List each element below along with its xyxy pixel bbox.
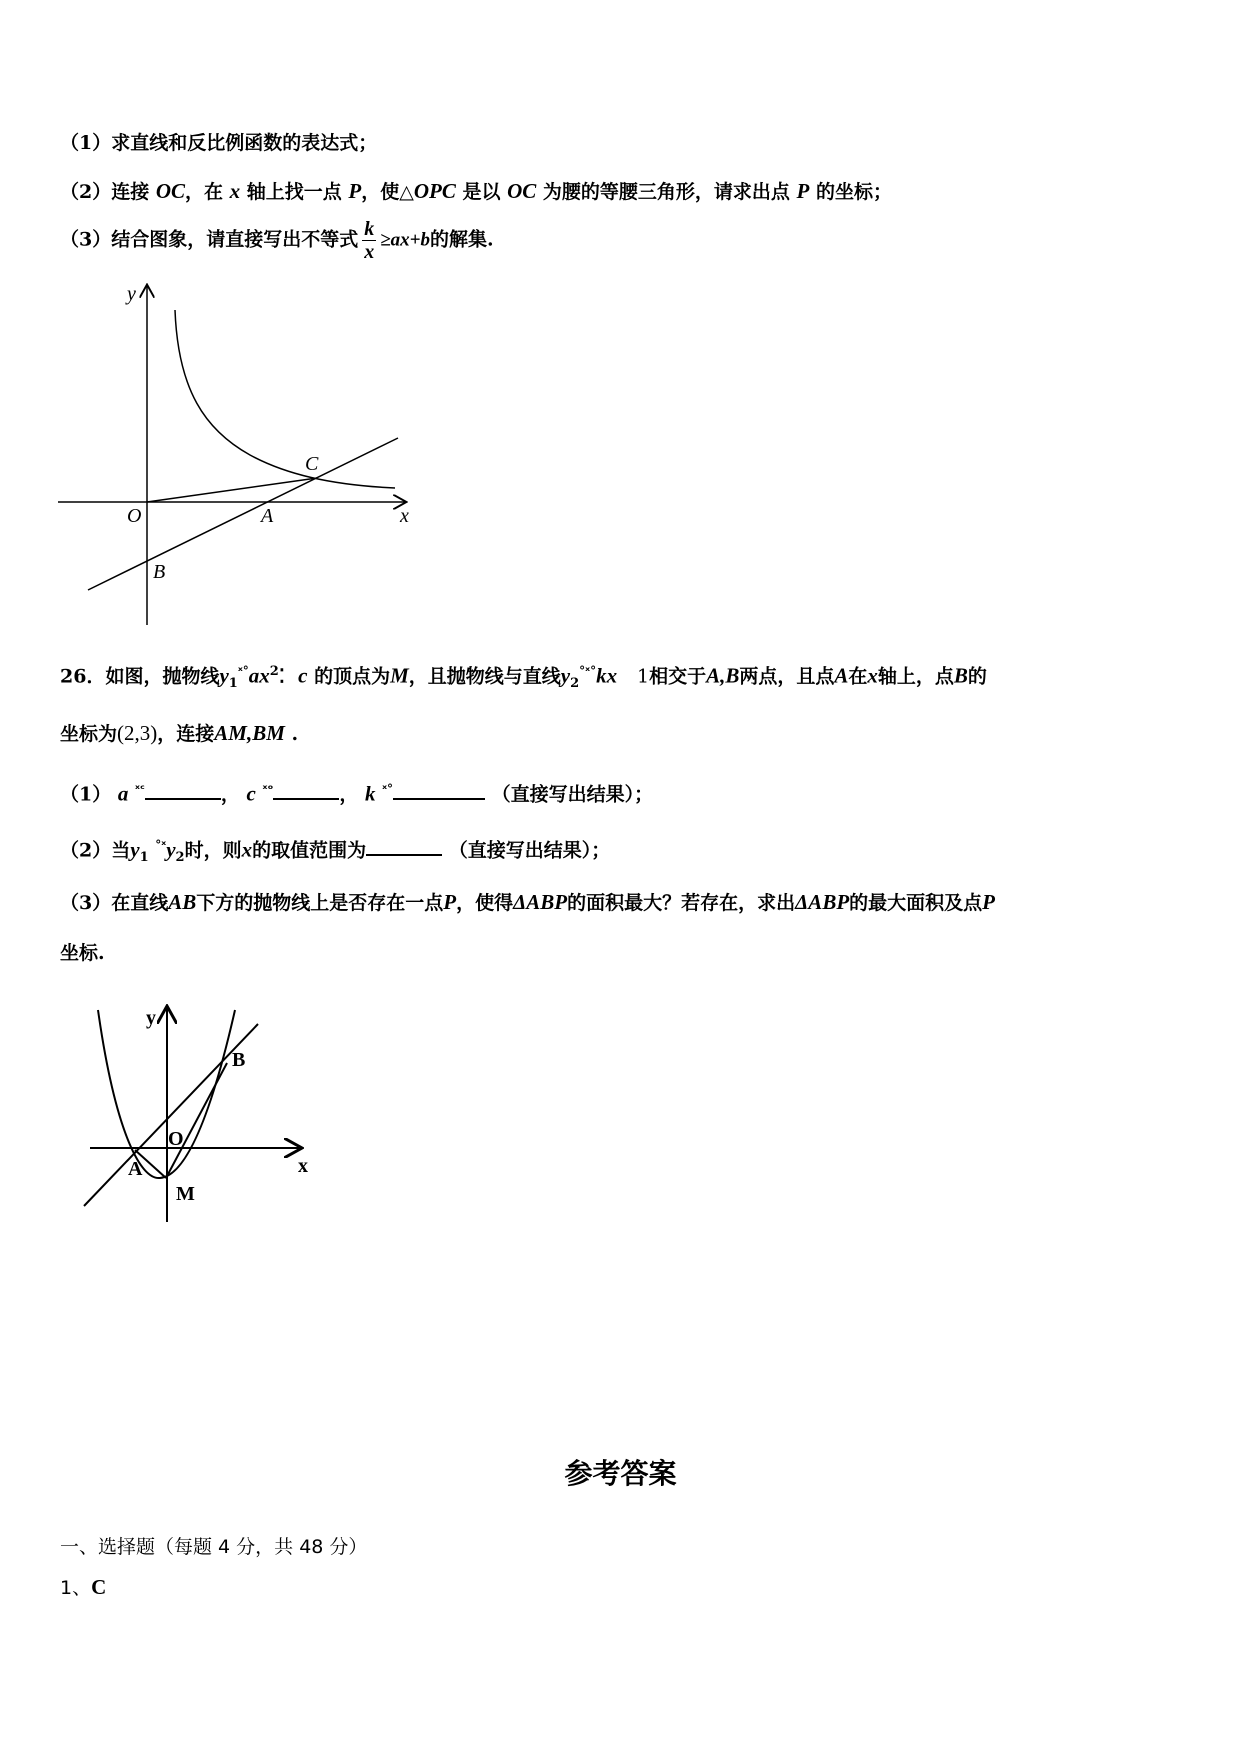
label-b: B (232, 1049, 246, 1071)
segment-bm (166, 1063, 227, 1178)
answer-blank-x-range[interactable] (366, 836, 442, 856)
q26-line1: 26．如图，抛物线$y_1^{ˣ^\circ}ax^2⁚$ c 的顶点为M，且抛物线与直线$y_2^{^\circ ˣ^\circ}kx$ 1相交于A,B两点，且点A在x轴上，点B的 (60, 663, 987, 692)
answers-section-title: 一、选择题（每题 4 分，共 48 分） (60, 1536, 368, 1558)
label-o: O (127, 505, 142, 527)
answers-heading: 参考答案 (564, 1457, 677, 1490)
label-x: x (298, 1155, 308, 1177)
answer-blank-k[interactable] (393, 780, 485, 800)
label-y: y (127, 283, 136, 305)
q26-part3-continued: 坐标. (60, 942, 105, 964)
label-a: A (128, 1158, 143, 1180)
figure-parabola-line (80, 1000, 320, 1230)
label-a: A (261, 505, 274, 527)
figure-hyperbola-line (50, 280, 430, 630)
q25-part3: （3）结合图象，请直接写出不等式 $\frac{k}{x}$ ≥ax+b的解集. (60, 218, 494, 263)
label-o: O (168, 1128, 184, 1150)
q25-part1: （1）求直线和反比例函数的表达式； (60, 132, 378, 154)
q26-part2: （2）当$y_1$ $^{^\circ ˣ}y_2$时，则x的取值范围为 （直接写出结果）； (60, 837, 611, 866)
hyperbola-curve (175, 310, 395, 488)
answer-blank-c[interactable] (273, 780, 339, 800)
label-b: B (153, 561, 166, 583)
label-c: C (305, 453, 319, 475)
q26-line2: 坐标为(2,3)，连接AM,BM . (60, 721, 299, 745)
q26-part3: （3）在直线AB下方的抛物线上是否存在一点P，使得ΔABP的面积最大？若存在，求出ΔABP的最大面积及点P (60, 890, 995, 914)
label-m: M (176, 1183, 195, 1205)
answer-blank-a[interactable] (145, 780, 221, 800)
q25-part2: （2）连接 OC，在 x 轴上找一点 P，使△OPC 是以 OC 为腰的等腰三角形，请求出点 P 的坐标； (60, 179, 892, 203)
q26-part1: （1） a $^{ˣᶜ}$ ， c $^{ˣᵒ}$ ， k $^{ˣ^\circ}$ （直接写出结果）； (60, 781, 654, 806)
label-y: y (146, 1007, 156, 1029)
fraction-k-over-x: $\frac{k}{x}$ (364, 218, 375, 263)
answer-item-1: 1、C (60, 1575, 107, 1599)
label-x: x (400, 505, 409, 527)
